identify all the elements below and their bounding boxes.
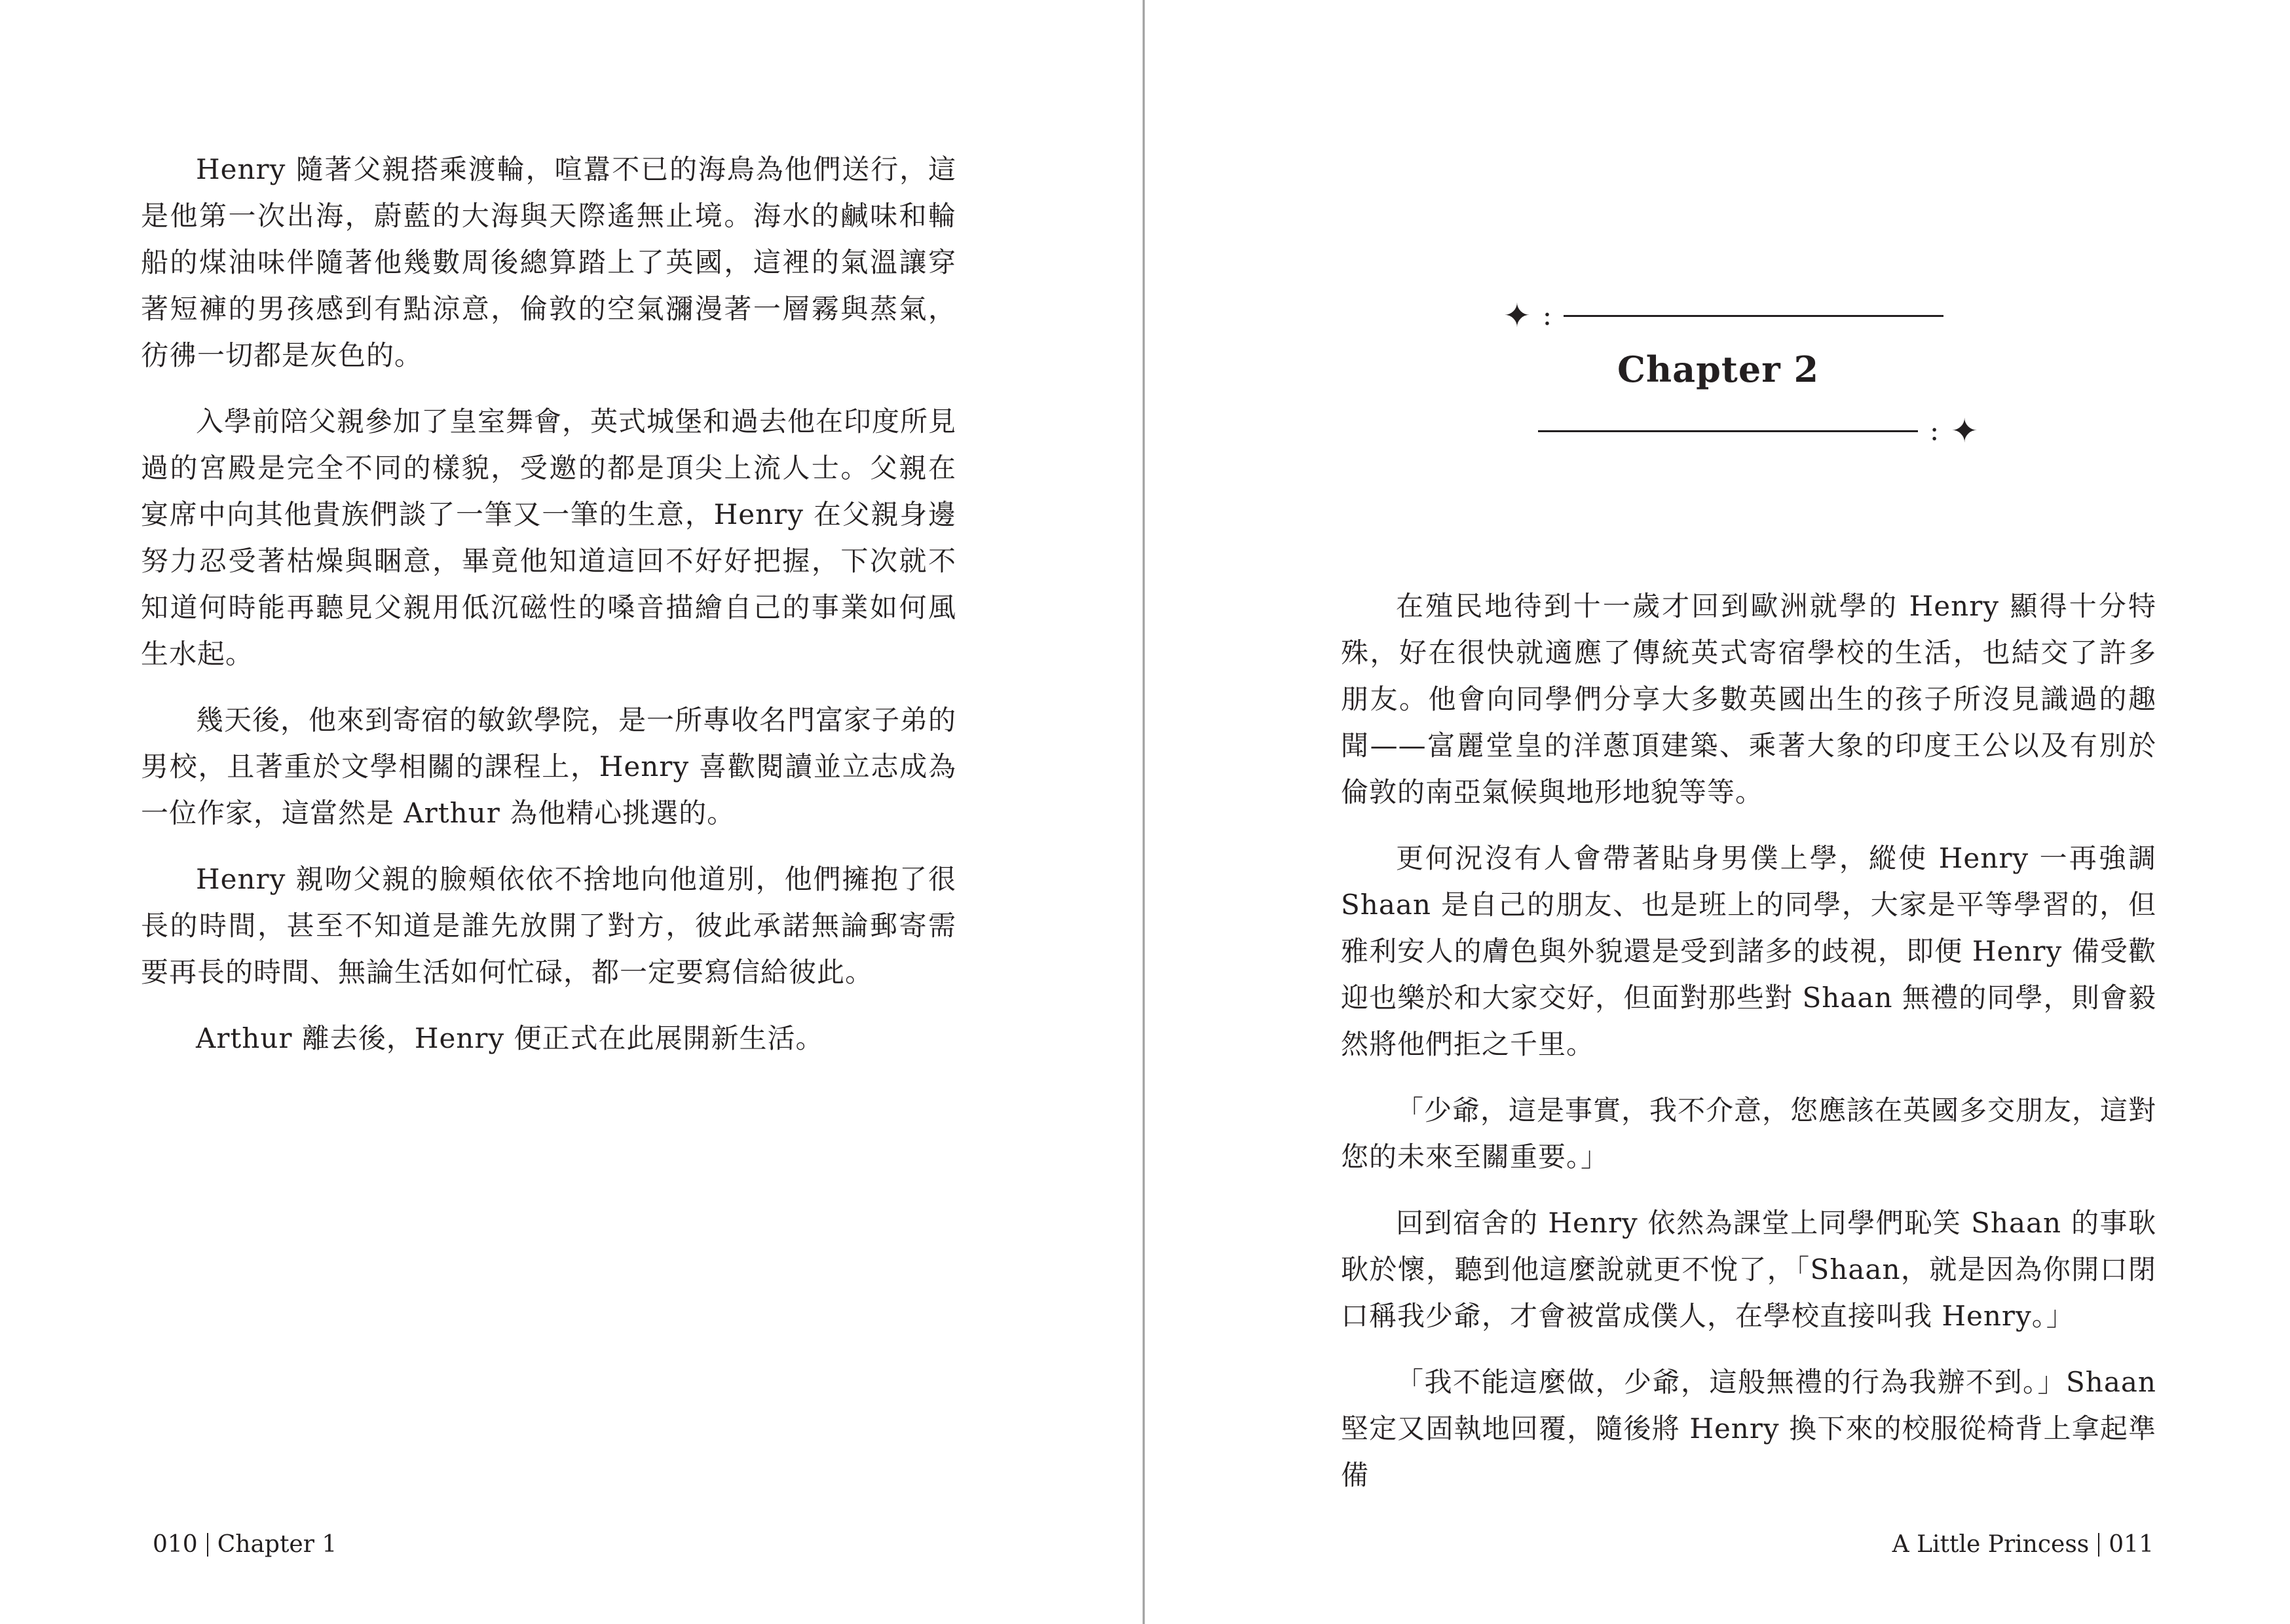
left-paragraph-2: 入學前陪父親參加了皇室舞會，英式城堡和過去他在印度所見過的宮殿是完全不同的樣貌，受邀的都是頂尖上流人士。父親在宴席中向其他貴族們談了一筆又一筆的生意，Henry 在父親身邊努力忍受著枯燥與睏意，畢竟他知道這回不好好把握，下次就不知道何時能再聽見父親用低沉磁性的嗓音描繪自己的事業如何風生水起。 [141,405,957,670]
right-paragraph-1: 在殖民地待到十一歲才回到歐洲就學的 Henry 顯得十分特殊，好在很快就適應了傳統英式寄宿學校的生活，也結交了許多朋友。他會向同學們分享大多數英國出生的孩子所沒見識過的趣聞——富麗堂皇的洋蔥頂建築、乘著大象的印度王公以及有別於倫敦的南亞氣候與地形地貌等等。 [1341,590,2156,808]
left-page-number: 010 [153,1531,198,1558]
star-icon: ✦ [1503,297,1531,335]
right-paragraph-4: 回到宿舍的 Henry 依然為課堂上同學們恥笑 Shaan 的事耿耿於懷，聽到他這麼說就更不悅了，「Shaan，就是因為你開口閉口稱我少爺，才會被當成僕人，在學校直接叫我 Henry。」 [1341,1207,2156,1332]
right-running-head: A Little Princess [1892,1531,2090,1558]
footer-separator [2098,1533,2099,1557]
star-icon: ✦ [1951,412,1979,450]
chapter-ornament-top [1503,296,1943,335]
right-paragraph-2: 更何況沒有人會帶著貼身男僕上學，縱使 Henry 一再強調 Shaan 是自己的朋友、也是班上的同學，大家是平等學習的，但雅利安人的膚色與外貌還是受到諸多的歧視，即便 Henry 備受歡迎也樂於和大家交好，但面對那些對 Shaan 無禮的同學，則會毅然將他們拒之千里。 [1341,842,2156,1060]
right-page-body [1341,583,2156,1518]
chapter-ornament-bottom [1538,411,1978,451]
left-paragraph-5: Arthur 離去後，Henry 便正式在此展開新生活。 [196,1022,824,1054]
left-paragraph-4: Henry 親吻父親的臉頰依依不捨地向他道別，他們擁抱了很長的時間，甚至不知道是誰先放開了對方，彼此承諾無論郵寄需要再長的時間、無論生活如何忙碌，都一定要寫信給彼此。 [141,863,956,988]
left-page-footer [153,1528,337,1561]
right-paragraph-3: 「少爺，這是事實，我不介意，您應該在英國多交朋友，這對您的未來至關重要。」 [1341,1094,2157,1173]
right-page-footer [1892,1528,2154,1561]
right-paragraph-5: 「我不能這麼做，少爺，這般無禮的行為我辦不到。」Shaan 堅定又固執地回覆，隨後將 Henry 換下來的校服從椅背上拿起準備 [1341,1366,2156,1491]
left-running-head: Chapter 1 [217,1531,337,1558]
ornament-colon: : [1930,415,1940,447]
chapter-heading: Chapter 2 [1617,348,1820,390]
ornament-colon: : [1542,299,1552,331]
ornament-rule [1538,430,1918,432]
left-page [0,0,1144,1624]
left-page-body [141,146,956,1081]
ornament-rule [1564,315,1943,317]
footer-separator [207,1533,208,1557]
left-paragraph-1: Henry 隨著父親搭乘渡輪，喧囂不已的海鳥為他們送行，這是他第一次出海，蔚藍的大海與天際遙無止境。海水的鹹味和輪船的煤油味伴隨著他幾數周後總算踏上了英國，這裡的氣溫讓穿著短褲的男孩感到有點涼意，倫敦的空氣瀰漫著一層霧與蒸氣，彷彿一切都是灰色的。 [141,153,956,371]
right-page-number: 011 [2109,1531,2154,1558]
left-paragraph-3: 幾天後，他來到寄宿的敏欽學院，是一所專收名門富家子弟的男校，且著重於文學相關的課程上，Henry 喜歡閱讀並立志成為一位作家，這當然是 Arthur 為他精心挑選的。 [141,704,957,829]
right-page [1146,0,2290,1624]
